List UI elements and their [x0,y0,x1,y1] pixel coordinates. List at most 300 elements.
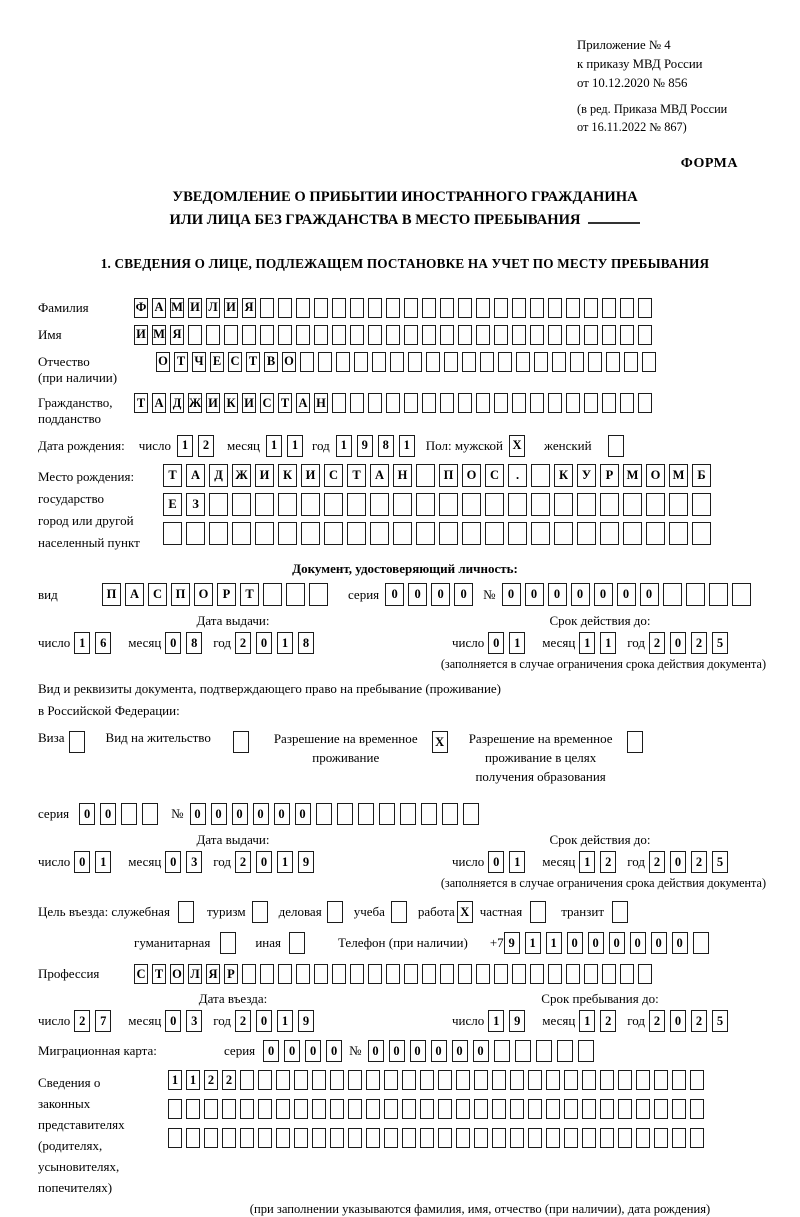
char-cell[interactable]: 5 [712,632,728,654]
char-cell[interactable]: О [170,964,184,984]
char-cell[interactable] [416,464,435,487]
char-cell[interactable] [528,1070,542,1090]
char-cell[interactable]: 0 [284,1040,300,1062]
char-cell[interactable] [512,325,526,345]
char-cell[interactable] [422,298,436,318]
char-cell[interactable] [393,493,412,516]
char-cell[interactable]: 0 [502,583,521,606]
char-cell[interactable]: 5 [712,1010,728,1032]
char-cell[interactable] [402,1099,416,1119]
char-cell[interactable]: Р [224,964,238,984]
char-cell[interactable] [324,493,343,516]
char-cell[interactable]: 0 [672,932,688,954]
char-cell[interactable] [512,964,526,984]
char-cell[interactable]: Я [242,298,256,318]
char-cell[interactable] [368,325,382,345]
char-cell[interactable] [494,393,508,413]
char-cell[interactable] [693,932,709,954]
char-cell[interactable]: 3 [186,851,202,873]
char-cell[interactable] [624,352,638,372]
char-cell[interactable] [350,325,364,345]
char-cell[interactable] [554,522,573,545]
char-cell[interactable] [296,325,310,345]
char-cell[interactable] [386,325,400,345]
char-cell[interactable]: 7 [95,1010,111,1032]
char-cell[interactable] [168,1128,182,1148]
char-cell[interactable] [416,493,435,516]
char-cell[interactable] [347,493,366,516]
char-cell[interactable] [462,493,481,516]
char-cell[interactable] [370,493,389,516]
char-cell[interactable] [474,1099,488,1119]
char-cell[interactable] [220,932,236,954]
char-cell[interactable]: А [125,583,144,606]
char-cell[interactable] [368,393,382,413]
char-cell[interactable]: Т [174,352,188,372]
char-cell[interactable] [474,1070,488,1090]
char-cell[interactable]: О [462,464,481,487]
char-cell[interactable]: 1 [277,851,293,873]
char-cell[interactable] [548,964,562,984]
char-cell[interactable]: 0 [408,583,427,606]
char-cell[interactable] [402,1070,416,1090]
char-cell[interactable] [294,1099,308,1119]
char-cell[interactable] [552,352,566,372]
char-cell[interactable] [546,1070,560,1090]
char-cell[interactable]: 2 [235,632,251,654]
char-cell[interactable]: 1 [579,632,595,654]
char-cell[interactable]: 0 [368,1040,384,1062]
char-cell[interactable] [584,298,598,318]
char-cell[interactable] [512,298,526,318]
char-cell[interactable] [476,393,490,413]
char-cell[interactable] [336,352,350,372]
char-cell[interactable]: 1 [399,435,415,457]
char-cell[interactable] [577,522,596,545]
char-cell[interactable] [548,325,562,345]
char-cell[interactable] [584,325,598,345]
char-cell[interactable]: Р [600,464,619,487]
char-cell[interactable] [422,964,436,984]
char-cell[interactable]: О [194,583,213,606]
char-cell[interactable] [440,298,454,318]
char-cell[interactable] [163,522,182,545]
char-cell[interactable] [422,325,436,345]
char-cell[interactable] [258,1099,272,1119]
char-cell[interactable]: 1 [95,851,111,873]
char-cell[interactable]: 1 [277,1010,293,1032]
char-cell[interactable] [600,1128,614,1148]
char-cell[interactable]: П [102,583,121,606]
char-cell[interactable] [350,964,364,984]
char-cell[interactable]: 0 [588,932,604,954]
char-cell[interactable]: 0 [640,583,659,606]
char-cell[interactable]: К [278,464,297,487]
char-cell[interactable]: 0 [609,932,625,954]
char-cell[interactable]: М [152,325,166,345]
char-cell[interactable] [566,393,580,413]
char-cell[interactable] [186,1128,200,1148]
char-cell[interactable] [260,325,274,345]
char-cell[interactable] [485,522,504,545]
char-cell[interactable] [654,1128,668,1148]
char-cell[interactable] [188,325,202,345]
char-cell[interactable] [438,1128,452,1148]
char-cell[interactable] [278,964,292,984]
char-cell[interactable]: 0 [488,851,504,873]
char-cell[interactable] [440,325,454,345]
char-cell[interactable]: С [134,964,148,984]
char-cell[interactable] [510,1070,524,1090]
char-cell[interactable] [366,1099,380,1119]
char-cell[interactable] [510,1099,524,1119]
char-cell[interactable]: 9 [509,1010,525,1032]
char-cell[interactable]: А [152,393,166,413]
char-cell[interactable] [620,393,634,413]
char-cell[interactable] [312,1099,326,1119]
char-cell[interactable] [404,298,418,318]
char-cell[interactable] [692,522,711,545]
char-cell[interactable] [438,1099,452,1119]
char-cell[interactable] [312,1128,326,1148]
char-cell[interactable] [440,393,454,413]
char-cell[interactable]: 0 [190,803,206,825]
char-cell[interactable] [332,298,346,318]
char-cell[interactable]: 0 [617,583,636,606]
char-cell[interactable] [494,325,508,345]
char-cell[interactable] [672,1070,686,1090]
char-cell[interactable]: 0 [651,932,667,954]
char-cell[interactable] [348,1099,362,1119]
char-cell[interactable]: Т [347,464,366,487]
char-cell[interactable] [408,352,422,372]
char-cell[interactable] [494,964,508,984]
char-cell[interactable] [602,298,616,318]
char-cell[interactable] [209,522,228,545]
char-cell[interactable]: 1 [287,435,303,457]
char-cell[interactable] [600,493,619,516]
char-cell[interactable] [242,964,256,984]
char-cell[interactable] [178,901,194,923]
char-cell[interactable]: 2 [600,1010,616,1032]
char-cell[interactable] [732,583,751,606]
char-cell[interactable] [347,522,366,545]
char-cell[interactable] [404,393,418,413]
char-cell[interactable]: 1 [266,435,282,457]
char-cell[interactable]: X [457,901,473,923]
char-cell[interactable] [528,1128,542,1148]
char-cell[interactable]: 1 [579,1010,595,1032]
char-cell[interactable] [458,393,472,413]
char-cell[interactable]: Т [163,464,182,487]
char-cell[interactable] [692,493,711,516]
char-cell[interactable] [370,522,389,545]
char-cell[interactable]: А [152,298,166,318]
char-cell[interactable]: . [508,464,527,487]
char-cell[interactable]: О [156,352,170,372]
char-cell[interactable]: С [148,583,167,606]
char-cell[interactable] [627,731,643,753]
char-cell[interactable] [456,1128,470,1148]
char-cell[interactable]: 0 [256,851,272,873]
char-cell[interactable]: 0 [165,1010,181,1032]
char-cell[interactable] [400,803,416,825]
char-cell[interactable]: О [282,352,296,372]
char-cell[interactable] [463,803,479,825]
char-cell[interactable] [548,393,562,413]
char-cell[interactable]: 1 [336,435,352,457]
char-cell[interactable]: С [485,464,504,487]
char-cell[interactable]: Т [246,352,260,372]
char-cell[interactable] [570,352,584,372]
char-cell[interactable]: Р [217,583,236,606]
char-cell[interactable]: 9 [298,1010,314,1032]
char-cell[interactable]: 0 [232,803,248,825]
char-cell[interactable] [638,964,652,984]
char-cell[interactable]: Ж [188,393,202,413]
char-cell[interactable]: 1 [168,1070,182,1090]
char-cell[interactable] [690,1128,704,1148]
char-cell[interactable] [252,901,268,923]
char-cell[interactable] [512,393,526,413]
char-cell[interactable]: И [224,298,238,318]
char-cell[interactable] [368,298,382,318]
char-cell[interactable] [623,522,642,545]
char-cell[interactable]: К [554,464,573,487]
char-cell[interactable] [276,1070,290,1090]
char-cell[interactable] [531,493,550,516]
char-cell[interactable] [612,901,628,923]
char-cell[interactable] [654,1070,668,1090]
char-cell[interactable]: 0 [670,851,686,873]
char-cell[interactable] [438,1070,452,1090]
char-cell[interactable] [348,1070,362,1090]
char-cell[interactable] [636,1099,650,1119]
char-cell[interactable] [358,803,374,825]
char-cell[interactable] [278,493,297,516]
char-cell[interactable] [421,803,437,825]
char-cell[interactable] [348,1128,362,1148]
char-cell[interactable]: Т [152,964,166,984]
char-cell[interactable] [623,493,642,516]
char-cell[interactable] [258,1128,272,1148]
char-cell[interactable]: 2 [691,632,707,654]
char-cell[interactable] [602,325,616,345]
char-cell[interactable]: Л [188,964,202,984]
char-cell[interactable] [638,298,652,318]
char-cell[interactable] [618,1128,632,1148]
char-cell[interactable] [584,393,598,413]
char-cell[interactable] [530,393,544,413]
char-cell[interactable] [316,803,332,825]
char-cell[interactable]: 1 [509,851,525,873]
char-cell[interactable]: Т [278,393,292,413]
char-cell[interactable] [278,298,292,318]
char-cell[interactable]: 0 [326,1040,342,1062]
char-cell[interactable] [255,493,274,516]
char-cell[interactable]: 9 [357,435,373,457]
char-cell[interactable] [379,803,395,825]
char-cell[interactable] [508,522,527,545]
char-cell[interactable]: 0 [253,803,269,825]
char-cell[interactable]: И [242,393,256,413]
char-cell[interactable] [278,522,297,545]
char-cell[interactable] [402,1128,416,1148]
char-cell[interactable] [508,493,527,516]
char-cell[interactable] [420,1099,434,1119]
char-cell[interactable] [578,1040,594,1062]
char-cell[interactable] [557,1040,573,1062]
char-cell[interactable]: Ч [192,352,206,372]
char-cell[interactable]: 1 [186,1070,200,1090]
char-cell[interactable] [206,325,220,345]
char-cell[interactable] [642,352,656,372]
char-cell[interactable]: 0 [74,851,90,873]
char-cell[interactable]: 2 [235,851,251,873]
char-cell[interactable] [672,1128,686,1148]
char-cell[interactable]: 2 [691,1010,707,1032]
char-cell[interactable]: М [623,464,642,487]
char-cell[interactable]: 8 [186,632,202,654]
char-cell[interactable] [296,964,310,984]
char-cell[interactable] [462,522,481,545]
char-cell[interactable]: 0 [431,583,450,606]
char-cell[interactable] [530,298,544,318]
char-cell[interactable] [142,803,158,825]
char-cell[interactable] [442,803,458,825]
char-cell[interactable]: 0 [594,583,613,606]
char-cell[interactable]: Т [134,393,148,413]
char-cell[interactable] [260,298,274,318]
char-cell[interactable]: 1 [579,851,595,873]
char-cell[interactable] [492,1099,506,1119]
char-cell[interactable] [439,493,458,516]
char-cell[interactable] [636,1128,650,1148]
char-cell[interactable] [474,1128,488,1148]
char-cell[interactable]: Л [206,298,220,318]
char-cell[interactable] [300,352,314,372]
char-cell[interactable] [638,393,652,413]
char-cell[interactable]: А [370,464,389,487]
char-cell[interactable]: 0 [410,1040,426,1062]
char-cell[interactable]: Я [206,964,220,984]
char-cell[interactable]: И [255,464,274,487]
char-cell[interactable] [492,1128,506,1148]
char-cell[interactable] [168,1099,182,1119]
char-cell[interactable] [232,493,251,516]
char-cell[interactable] [276,1128,290,1148]
char-cell[interactable] [485,493,504,516]
char-cell[interactable]: X [432,731,448,753]
char-cell[interactable]: 0 [452,1040,468,1062]
char-cell[interactable]: К [224,393,238,413]
char-cell[interactable] [204,1099,218,1119]
char-cell[interactable]: 2 [198,435,214,457]
char-cell[interactable] [620,964,634,984]
char-cell[interactable] [494,1040,510,1062]
char-cell[interactable] [258,1070,272,1090]
char-cell[interactable] [384,1099,398,1119]
char-cell[interactable] [294,1128,308,1148]
char-cell[interactable] [566,964,580,984]
char-cell[interactable] [276,1099,290,1119]
char-cell[interactable]: 0 [79,803,95,825]
char-cell[interactable]: 2 [74,1010,90,1032]
char-cell[interactable] [233,731,249,753]
char-cell[interactable]: П [439,464,458,487]
char-cell[interactable]: 8 [298,632,314,654]
char-cell[interactable] [531,522,550,545]
char-cell[interactable]: 0 [431,1040,447,1062]
char-cell[interactable]: 0 [274,803,290,825]
char-cell[interactable] [494,298,508,318]
char-cell[interactable]: 2 [649,1010,665,1032]
char-cell[interactable] [600,522,619,545]
char-cell[interactable] [534,352,548,372]
char-cell[interactable] [422,393,436,413]
char-cell[interactable]: 0 [211,803,227,825]
char-cell[interactable] [332,393,346,413]
char-cell[interactable]: 0 [670,1010,686,1032]
char-cell[interactable] [330,1070,344,1090]
char-cell[interactable]: М [170,298,184,318]
char-cell[interactable] [366,1128,380,1148]
char-cell[interactable] [476,964,490,984]
char-cell[interactable]: 1 [509,632,525,654]
char-cell[interactable] [69,731,85,753]
char-cell[interactable]: 9 [298,851,314,873]
char-cell[interactable]: 1 [600,632,616,654]
char-cell[interactable]: 6 [95,632,111,654]
char-cell[interactable] [301,522,320,545]
char-cell[interactable] [669,493,688,516]
char-cell[interactable] [480,352,494,372]
char-cell[interactable]: 0 [263,1040,279,1062]
char-cell[interactable] [240,1070,254,1090]
char-cell[interactable] [439,522,458,545]
char-cell[interactable]: 1 [525,932,541,954]
char-cell[interactable] [386,298,400,318]
char-cell[interactable] [240,1099,254,1119]
char-cell[interactable] [294,1070,308,1090]
char-cell[interactable]: И [206,393,220,413]
char-cell[interactable]: В [264,352,278,372]
char-cell[interactable] [686,583,705,606]
char-cell[interactable]: Ф [134,298,148,318]
char-cell[interactable] [444,352,458,372]
char-cell[interactable] [324,522,343,545]
char-cell[interactable] [476,298,490,318]
char-cell[interactable] [510,1128,524,1148]
char-cell[interactable] [476,325,490,345]
char-cell[interactable] [278,325,292,345]
char-cell[interactable] [515,1040,531,1062]
char-cell[interactable] [458,298,472,318]
char-cell[interactable] [222,1099,236,1119]
char-cell[interactable] [582,1128,596,1148]
char-cell[interactable] [314,298,328,318]
char-cell[interactable] [393,522,412,545]
char-cell[interactable] [260,964,274,984]
char-cell[interactable]: 0 [305,1040,321,1062]
char-cell[interactable]: З [186,493,205,516]
char-cell[interactable] [426,352,440,372]
char-cell[interactable] [350,393,364,413]
char-cell[interactable]: 0 [100,803,116,825]
char-cell[interactable] [492,1070,506,1090]
char-cell[interactable] [663,583,682,606]
char-cell[interactable]: 5 [712,851,728,873]
